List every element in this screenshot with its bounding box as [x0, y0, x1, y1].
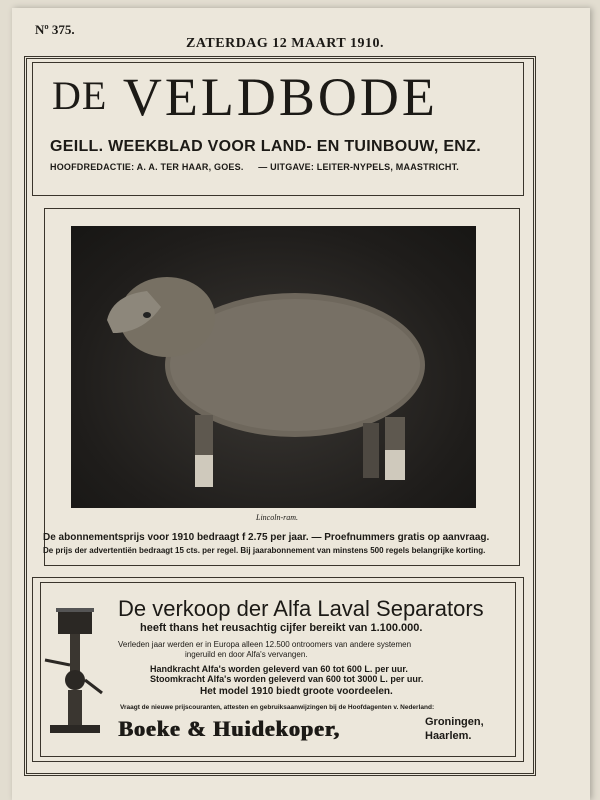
- title-prefix: DE: [52, 73, 108, 118]
- advertising-price: De prijs der advertentiën bedraagt 15 cts. per regel. Bij jaarabonnement van minstens 500 regels belangrijke korting.: [43, 546, 486, 555]
- ad-line-6: Het model 1910 biedt groote voordeelen.: [200, 686, 393, 697]
- masthead-title: [52, 66, 512, 128]
- ad-line-1: heeft thans het reusachtig cijfer bereikt van 1.100.000.: [140, 622, 423, 634]
- subscription-price: De abonnementsprijs voor 1910 bedraagt f 2.75 per jaar. — Proefnummers gratis op aanvraag.: [43, 532, 490, 543]
- ad-line-3: ingeruild en door Alfa's vervangen.: [185, 650, 308, 659]
- ad-line-2: Verleden jaar werden er in Europa alleen 12.500 ontroomers van andere systemen: [118, 640, 412, 649]
- separator-icon: [40, 605, 110, 740]
- ad-company: Boeke & Huidekoper,: [118, 716, 340, 741]
- publisher-credit: — UITGAVE: LEITER-NYPELS, MAASTRICHT.: [258, 162, 459, 172]
- ad-line-4: Handkracht Alfa's worden geleverd van 60 tot 600 L. per uur.: [150, 664, 408, 674]
- ad-city-groningen: Groningen,: [425, 716, 484, 728]
- ad-line-5: Stoomkracht Alfa's worden geleverd van 600 tot 3000 L. per uur.: [150, 674, 424, 684]
- ad-headline: De verkoop der Alfa Laval Separators: [118, 596, 484, 621]
- title-main: VELDBODE: [122, 67, 438, 127]
- masthead-credits: [50, 162, 471, 172]
- masthead-subtitle: GEILL. WEEKBLAD VOOR LAND- EN TUINBOUW, ENZ.: [50, 138, 481, 155]
- issue-date: ZATERDAG 12 MAART 1910.: [186, 36, 384, 51]
- editorial-credit: HOOFDREDACTIE: A. A. TER HAAR, GOES.: [50, 162, 244, 172]
- sheep-illustration: [95, 255, 435, 505]
- photo-caption: Lincoln-ram.: [256, 513, 298, 522]
- ad-city-haarlem: Haarlem.: [425, 730, 472, 742]
- issue-number: Nº 375.: [35, 22, 75, 37]
- ad-line-7: Vraagt de nieuwe prijscouranten, attesten en gebruiksaanwijzingen bij de Hoofdagenten v. Nederland:: [120, 704, 435, 711]
